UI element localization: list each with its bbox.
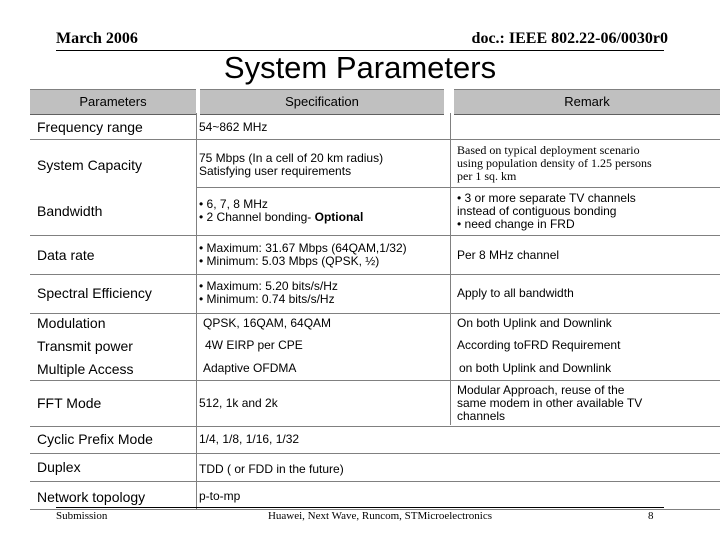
remark-line: Modular Approach, reuse of the (457, 382, 625, 397)
remark-line: instead of contiguous bonding (457, 203, 617, 218)
spec-line: TDD ( or FDD in the future) (199, 461, 344, 476)
spec-line: 1/4, 1/8, 1/16, 1/32 (199, 431, 300, 446)
column-header-specification: Specification (200, 89, 444, 115)
spec-line: 54~862 MHz (199, 119, 268, 134)
row-transmit-power-spec (199, 335, 450, 355)
row-divider (30, 380, 720, 381)
row-data-rate-param: Data rate (37, 247, 95, 263)
row-fft-mode-param: FFT Mode (37, 395, 102, 411)
header-date: March 2006 (56, 30, 138, 47)
row-multiple-access-remark (457, 358, 720, 378)
row-modulation-remark (457, 313, 719, 333)
remark-line: According toFRD Requirement (457, 337, 621, 352)
row-system-capacity-param: System Capacity (37, 157, 143, 173)
row-spectral-efficiency-spec (199, 275, 444, 311)
row-network-topology-param: Network topology (37, 489, 146, 505)
footer-rule (56, 507, 664, 508)
row-bandwidth-spec (199, 191, 444, 231)
row-divider (30, 235, 720, 236)
row-spectral-efficiency-remark (457, 275, 719, 311)
remark-line: Per 8 MHz channel (457, 247, 560, 262)
page-title: System Parameters (223, 50, 497, 85)
row-modulation-spec (199, 313, 448, 333)
row-fft-mode-remark (457, 381, 719, 425)
spec-line: • 6, 7, 8 MHz (199, 198, 444, 211)
row-transmit-power-remark (457, 335, 719, 355)
remark-line: • need change in FRD (457, 218, 719, 231)
row-divider (30, 274, 720, 275)
remark-line: using population density of 1.25 persons (457, 155, 652, 170)
row-transmit-power-param: Transmit power (37, 338, 133, 354)
row-frequency-range-spec (199, 117, 444, 137)
row-network-topology-spec (199, 486, 444, 506)
row-multiple-access-spec (199, 358, 448, 378)
remark-line: per 1 sq. km (457, 168, 517, 183)
row-data-rate-remark (457, 237, 719, 273)
row-spectral-efficiency-param: Spectral Efficiency (37, 285, 152, 301)
row-divider (30, 481, 720, 482)
row-bandwidth-param: Bandwidth (37, 203, 103, 219)
row-cyclic-prefix-param: Cyclic Prefix Mode (37, 431, 153, 447)
remark-line: • 3 or more separate TV channels (457, 192, 719, 205)
column-divider (196, 113, 197, 509)
row-modulation-param: Modulation (37, 315, 106, 331)
footer-authors: Huawei, Next Wave, Runcom, STMicroelectronics (267, 510, 493, 522)
row-divider (30, 426, 720, 427)
remark-line: On both Uplink and Downlink (457, 315, 612, 330)
spec-line: 512, 1k and 2k (199, 395, 278, 410)
spec-line: 75 Mbps (In a cell of 20 km radius) (199, 151, 384, 165)
row-frequency-range-param: Frequency range (37, 119, 143, 135)
column-header-remark: Remark (454, 89, 720, 115)
row-multiple-access-param: Multiple Access (37, 361, 134, 377)
spec-line: • Minimum: 0.74 bits/s/Hz (199, 293, 444, 306)
row-system-capacity-spec (199, 145, 444, 185)
spec-line: Adaptive OFDMA (203, 360, 297, 375)
spec-line: QPSK, 16QAM, 64QAM (203, 315, 332, 330)
column-divider (450, 113, 451, 425)
row-cyclic-prefix-spec (199, 428, 444, 450)
footer-page-number: 8 (648, 510, 654, 522)
row-duplex-param: Duplex (37, 459, 81, 475)
row-duplex-spec (199, 457, 444, 481)
header-doc-id: doc.: IEEE 802.22-06/0030r0 (471, 30, 668, 47)
row-system-capacity-remark (457, 141, 719, 185)
spec-line: p-to-mp (199, 488, 241, 503)
spec-line: 4W EIRP per CPE (205, 337, 303, 352)
spec-line: Satisfying user requirements (199, 164, 352, 178)
footer-submission: Submission (56, 510, 108, 522)
row-bandwidth-remark (457, 187, 719, 235)
spec-line: • Maximum: 31.67 Mbps (64QAM,1/32) (199, 242, 444, 255)
remark-line: channels (457, 408, 506, 423)
column-header-parameters: Parameters (30, 89, 196, 115)
row-divider (196, 187, 720, 188)
row-data-rate-spec (199, 237, 444, 273)
row-divider (30, 453, 720, 454)
remark-line: Apply to all bandwidth (457, 285, 574, 300)
spec-line: • Minimum: 5.03 Mbps (QPSK, ½) (199, 255, 444, 268)
spec-line (199, 211, 444, 224)
row-divider (30, 313, 720, 314)
spec-text: 2 Channel bonding- (206, 210, 315, 224)
spec-line: • Maximum: 5.20 bits/s/Hz (199, 280, 444, 293)
spec-emphasis: Optional (314, 210, 364, 224)
remark-line: on both Uplink and Downlink (459, 360, 612, 375)
row-divider (30, 139, 720, 140)
row-fft-mode-spec (199, 383, 444, 423)
remark-line: same modem in other available TV (457, 395, 643, 410)
remark-line: Based on typical deployment scenario (457, 142, 640, 157)
